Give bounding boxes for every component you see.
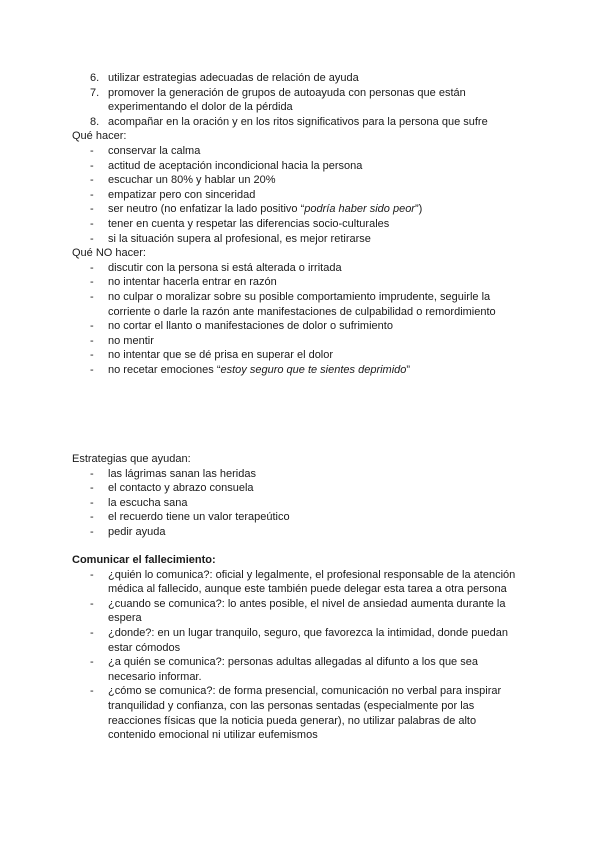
item-text: ¿quién lo comunica?: oficial y legalmente, el profesional responsable de la atención [108, 568, 516, 581]
item-number: 6. [90, 72, 100, 84]
item-text: ¿donde?: en un lugar tranquilo, seguro, que favorezca la intimidad, donde puedan [108, 626, 508, 639]
list-item-continuation [0, 641, 600, 656]
item-text: empatizar pero con sinceridad [108, 188, 256, 201]
bullet-dash: - [90, 656, 94, 669]
bullet-dash: - [90, 363, 94, 376]
list-item [0, 144, 600, 159]
item-text: las lágrimas sanan las heridas [108, 467, 256, 480]
list-item [0, 510, 600, 525]
list-item [0, 655, 600, 670]
item-text: tranquilidad y confianza, con las personas sentadas (especialmente por las [108, 699, 475, 712]
text-italic: podría haber sido peor [304, 203, 415, 216]
item-number: 7. [90, 86, 100, 99]
text-plain: ser neutro (no enfatizar la lado positivo “ [108, 203, 305, 216]
bullet-dash: - [90, 496, 94, 509]
bullet-dash: - [90, 276, 94, 289]
item-text: pedir ayuda [108, 525, 166, 538]
list-item [0, 467, 600, 482]
item-text: promover la generación de grupos de autoayuda con personas que están [108, 86, 466, 99]
list-item [0, 188, 600, 203]
item-text: actitud de aceptación incondicional hacia la persona [108, 159, 363, 172]
bullet-dash: - [90, 174, 94, 187]
list-item-continuation [0, 611, 600, 626]
item-text [108, 202, 422, 217]
item-text: ¿cómo se comunica?: de forma presencial, comunicación no verbal para inspirar [108, 685, 502, 698]
item-text: la escucha sana [108, 496, 188, 509]
list-item [0, 348, 600, 363]
list-item [0, 525, 600, 540]
item-text: si la situación supera al profesional, es mejor retirarse [108, 232, 371, 245]
bullet-dash: - [90, 467, 94, 480]
item-text: no mentir [108, 334, 154, 347]
list-item [0, 597, 600, 612]
bullet-dash: - [90, 203, 94, 216]
list-item [0, 115, 600, 130]
item-text: espera [108, 612, 142, 625]
bullet-dash: - [90, 626, 94, 639]
section-heading: Qué NO hacer: [72, 247, 146, 260]
bullet-dash: - [90, 597, 94, 610]
item-text: contenido emocional ni utilizar eufemismos [108, 729, 318, 742]
list-item-continuation [0, 670, 600, 685]
bullet-dash: - [90, 261, 94, 274]
list-item [0, 71, 600, 86]
bullet-dash: - [90, 685, 94, 698]
text-plain: no recetar emociones “ [108, 363, 221, 376]
list-item [0, 275, 600, 290]
item-text: utilizar estrategias adecuadas de relación de ayuda [108, 72, 359, 84]
comunicar-section [0, 553, 600, 743]
item-text: estar cómodos [108, 641, 181, 654]
item-text: necesario informar. [108, 670, 202, 683]
list-item-continuation [0, 728, 600, 743]
list-item [0, 217, 600, 232]
bullet-dash: - [90, 159, 94, 172]
list-item [0, 334, 600, 349]
list-item [0, 290, 600, 305]
list-item-continuation [0, 714, 600, 729]
bullet-dash: - [90, 334, 94, 347]
item-text: discutir con la persona si está alterada o irritada [108, 261, 342, 274]
item-text: tener en cuenta y respetar las diferencias socio-culturales [108, 217, 390, 230]
text-plain: ”) [414, 203, 423, 216]
list-item [0, 202, 600, 217]
list-item [0, 319, 600, 334]
bullet-dash: - [90, 349, 94, 362]
section-heading: Comunicar el fallecimiento: [72, 554, 216, 566]
bullet-dash: - [90, 217, 94, 230]
list-item [0, 232, 600, 247]
section-heading: Qué hacer: [72, 130, 127, 143]
item-text: corriente o darle la razón ante manifestaciones de culpabilidad o remordimiento [108, 305, 496, 318]
bullet-dash: - [90, 511, 94, 524]
item-number: 8. [90, 115, 100, 128]
item-text: no intentar que se dé prisa en superar el dolor [108, 349, 334, 362]
text-plain: ” [406, 363, 411, 376]
item-text: acompañar en la oración y en los ritos significativos para la persona que sufre [108, 115, 488, 128]
list-item [0, 481, 600, 496]
item-text: reacciones físicas que la noticia pueda generar), no utilizar palabras de alto [108, 714, 477, 727]
list-item [0, 626, 600, 641]
section-heading: Estrategias que ayudan: [72, 453, 191, 465]
item-text: escuchar un 80% y hablar un 20% [108, 174, 276, 187]
bullet-dash: - [90, 568, 94, 581]
que-hacer-section [0, 129, 600, 246]
bullet-dash: - [90, 482, 94, 495]
estrategias-section [0, 452, 600, 540]
bullet-dash: - [90, 320, 94, 333]
item-text: no culpar o moralizar sobre su posible comportamiento imprudente, seguirle la [108, 290, 491, 303]
item-text: médica al fallecido, aunque este también puede delegar esta tarea a otra persona [108, 583, 507, 596]
list-item-continuation [0, 582, 600, 597]
list-item [0, 684, 600, 699]
list-item-continuation [0, 305, 600, 320]
bullet-dash: - [90, 290, 94, 303]
item-text: no intentar hacerla entrar en razón [108, 276, 277, 289]
bullet-dash: - [90, 144, 94, 157]
list-item [0, 496, 600, 511]
item-text: ¿a quién se comunica?: personas adultas allegadas al difunto a los que sea [108, 656, 478, 669]
bullet-dash: - [90, 232, 94, 245]
item-text: no cortar el llanto o manifestaciones de dolor o sufrimiento [108, 320, 393, 333]
que-no-hacer-section [0, 246, 600, 377]
numbered-list [0, 71, 600, 129]
list-item-continuation [0, 100, 600, 115]
list-item [0, 568, 600, 583]
item-text: el recuerdo tiene un valor terapeútico [108, 511, 290, 524]
list-item [0, 86, 600, 101]
item-text: experimentando el dolor de la pérdida [108, 101, 293, 114]
bullet-dash: - [90, 525, 94, 538]
bullet-dash: - [90, 188, 94, 201]
list-item [0, 363, 600, 378]
item-text: conservar la calma [108, 144, 201, 157]
list-item [0, 159, 600, 174]
item-text: el contacto y abrazo consuela [108, 482, 254, 495]
item-text: ¿cuando se comunica?: lo antes posible, el nivel de ansiedad aumenta durante la [108, 597, 506, 610]
list-item-continuation [0, 699, 600, 714]
item-text [108, 363, 410, 378]
text-italic: estoy seguro que te sientes deprimido [220, 363, 407, 376]
list-item [0, 173, 600, 188]
list-item [0, 261, 600, 276]
